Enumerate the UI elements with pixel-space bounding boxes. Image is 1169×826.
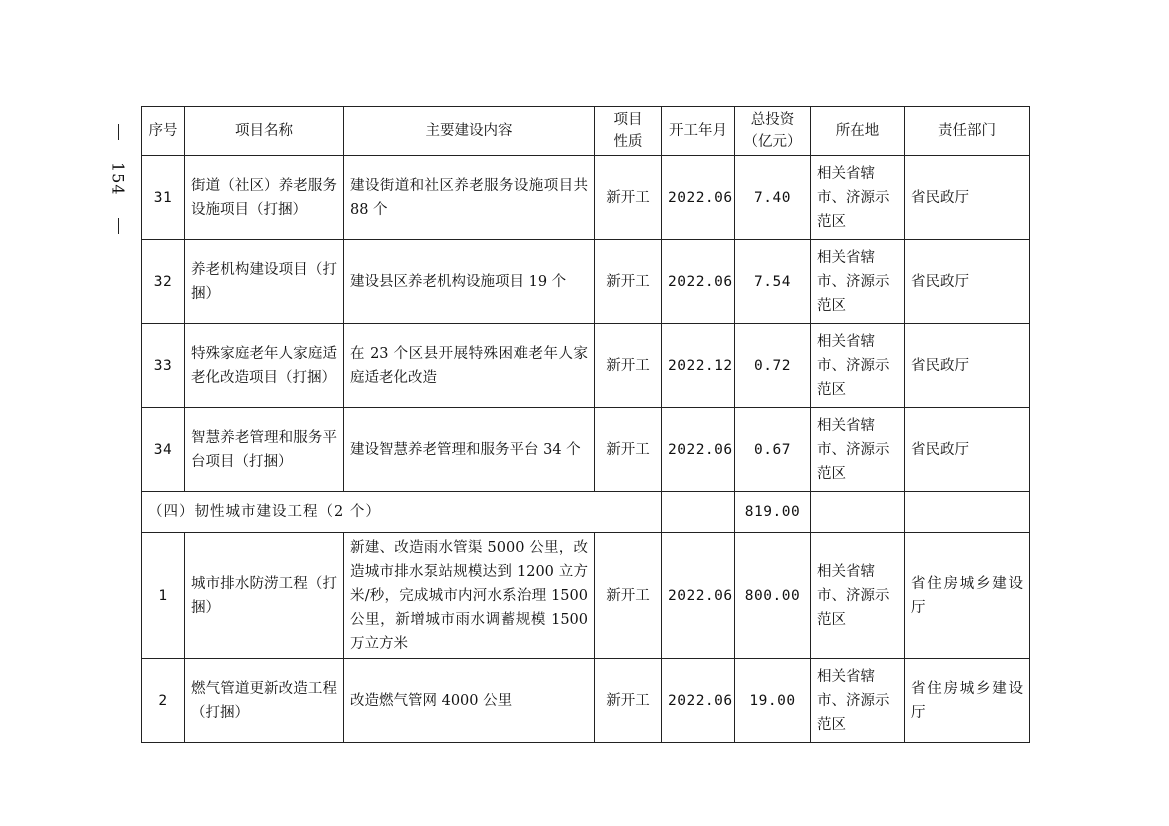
table-header-row [142, 107, 1030, 156]
page-number-dash-top [118, 124, 119, 140]
cell-invest: 800.00 [735, 533, 811, 659]
cell-content: 改造燃气管网 4000 公里 [344, 659, 595, 743]
cell-invest: 7.54 [735, 240, 811, 324]
section-title: （四）韧性城市建设工程（2 个） [142, 492, 662, 533]
section-empty-start [662, 492, 735, 533]
cell-start: 2022.06 [662, 659, 735, 743]
table-row [142, 533, 1030, 659]
cell-content: 在 23 个区县开展特殊困难老年人家庭适老化改造 [344, 324, 595, 408]
cell-name: 城市排水防涝工程（打捆） [185, 533, 344, 659]
cell-invest: 19.00 [735, 659, 811, 743]
page-number [106, 124, 130, 234]
cell-content: 新建、改造雨水管渠 5000 公里，改造城市排水泵站规模达到 1200 立方米/秒，完成城市内河水系治理 1500 公里，新增城市雨水调蓄规模 1500 万立方米 [344, 533, 595, 659]
section-invest: 819.00 [735, 492, 811, 533]
table-row [142, 659, 1030, 743]
cell-invest: 0.67 [735, 408, 811, 492]
cell-dept: 省住房城乡建设厅 [905, 533, 1030, 659]
cell-content: 建设街道和社区养老服务设施项目共 88 个 [344, 156, 595, 240]
page-number-dash-bottom [118, 218, 119, 234]
cell-start: 2022.06 [662, 408, 735, 492]
cell-name: 智慧养老管理和服务平台项目（打捆） [185, 408, 344, 492]
cell-dept: 省民政厅 [905, 324, 1030, 408]
cell-nature: 新开工 [595, 408, 662, 492]
cell-content: 建设县区养老机构设施项目 19 个 [344, 240, 595, 324]
cell-location: 相关省辖市、济源示范区 [811, 240, 905, 324]
header-invest [735, 107, 811, 156]
cell-nature: 新开工 [595, 240, 662, 324]
header-name: 项目名称 [185, 107, 344, 156]
cell-index: 2 [142, 659, 185, 743]
cell-content: 建设智慧养老管理和服务平台 34 个 [344, 408, 595, 492]
header-location: 所在地 [811, 107, 905, 156]
header-index: 序号 [142, 107, 185, 156]
cell-nature: 新开工 [595, 156, 662, 240]
cell-start: 2022.06 [662, 240, 735, 324]
cell-index: 32 [142, 240, 185, 324]
cell-invest: 0.72 [735, 324, 811, 408]
section-row [142, 492, 1030, 533]
cell-index: 33 [142, 324, 185, 408]
cell-name: 燃气管道更新改造工程（打捆） [185, 659, 344, 743]
cell-location: 相关省辖市、济源示范区 [811, 408, 905, 492]
cell-index: 34 [142, 408, 185, 492]
cell-location: 相关省辖市、济源示范区 [811, 156, 905, 240]
table-row [142, 324, 1030, 408]
cell-index: 31 [142, 156, 185, 240]
cell-nature: 新开工 [595, 659, 662, 743]
cell-invest: 7.40 [735, 156, 811, 240]
table-row [142, 408, 1030, 492]
cell-index: 1 [142, 533, 185, 659]
cell-start: 2022.06 [662, 533, 735, 659]
cell-dept: 省民政厅 [905, 156, 1030, 240]
header-nature-line1: 项目 [613, 112, 643, 128]
header-invest-line2: （亿元） [743, 134, 802, 150]
table-row [142, 240, 1030, 324]
header-nature-line2: 性质 [613, 134, 643, 150]
cell-start: 2022.06 [662, 156, 735, 240]
cell-dept: 省民政厅 [905, 240, 1030, 324]
header-nature [595, 107, 662, 156]
cell-start: 2022.12 [662, 324, 735, 408]
cell-nature: 新开工 [595, 324, 662, 408]
header-invest-line1: 总投资 [750, 112, 795, 128]
section-empty-dept [905, 492, 1030, 533]
cell-dept: 省住房城乡建设厅 [905, 659, 1030, 743]
cell-dept: 省民政厅 [905, 408, 1030, 492]
cell-location: 相关省辖市、济源示范区 [811, 324, 905, 408]
table-row [142, 156, 1030, 240]
header-dept: 责任部门 [905, 107, 1030, 156]
cell-name: 街道（社区）养老服务设施项目（打捆） [185, 156, 344, 240]
header-content: 主要建设内容 [344, 107, 595, 156]
cell-name: 养老机构建设项目（打捆） [185, 240, 344, 324]
cell-location: 相关省辖市、济源示范区 [811, 533, 905, 659]
project-table [141, 106, 1030, 743]
section-empty-location [811, 492, 905, 533]
cell-location: 相关省辖市、济源示范区 [811, 659, 905, 743]
header-start: 开工年月 [662, 107, 735, 156]
cell-nature: 新开工 [595, 533, 662, 659]
page-number-value: 154 [108, 162, 128, 196]
cell-name: 特殊家庭老年人家庭适老化改造项目（打捆） [185, 324, 344, 408]
